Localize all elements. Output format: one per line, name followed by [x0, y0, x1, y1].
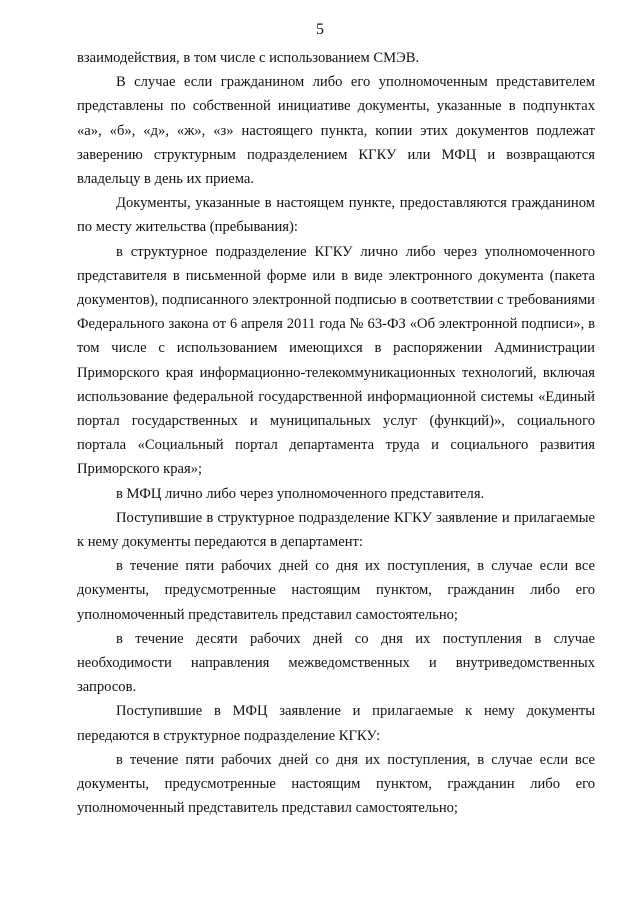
paragraph-mfc-five-days: в течение пяти рабочих дней со дня их поступления, в случае если все документы, предусмотренные настоящим пунктом, гражданин либо его уполномоченный представитель представил самостоятельно;	[77, 751, 595, 817]
paragraph-submission-kgku: в структурное подразделение КГКУ лично либо через уполномоченного представителя в письменной форме или в виде электронного документа (пакета документов), подписанного электронной подписью в соответствии с требованиями Федерального закона от 6 апреля 2011 года № 63-ФЗ «Об электронной подписи», в том числе с использованием имеющихся в распоряжении Администрации Приморского края информационно-телекоммуникационных технологий, включая использование федеральной государственной информационной системы «Единый портал государственных и муниципальных услуг (функций)», социального портала «Социальный портал департамента труда и социального развития Приморского края»;	[77, 243, 595, 478]
paragraph-kgku-five-days: в течение пяти рабочих дней со дня их поступления, в случае если все документы, предусмотренные настоящим пунктом, гражданин либо его уполномоченный представитель представил самостоятельно;	[77, 558, 595, 623]
paragraph-submission-place: Документы, указанные в настоящем пункте, предоставляются гражданином по месту жительства (пребывания):	[77, 195, 595, 236]
paragraph-mfc-transfer: Поступившие в МФЦ заявление и прилагаемые к нему документы передаются в структурное подразделение КГКУ:	[77, 703, 595, 744]
page-number: 5	[316, 21, 324, 38]
paragraph-kgku-ten-days: в течение десяти рабочих дней со дня их поступления в случае необходимости направления межведомственных и внутриведомственных запросов.	[77, 630, 595, 696]
paragraph-documents-certification: В случае если гражданином либо его уполномоченным представителем представлены по собственной инициативе документы, указанные в подпунктах «а», «б», «д», «ж», «з» настоящего пункта, копии этих документов подлежат заверению структурным подразделением КГКУ или МФЦ и возвращаются владельцу в день их приема.	[77, 74, 595, 188]
paragraph-continuation: взаимодействия, в том числе с использованием СМЭВ.	[77, 50, 420, 66]
paragraph-submission-mfc: в МФЦ лично либо через уполномоченного представителя.	[116, 485, 485, 502]
paragraph-kgku-transfer: Поступившие в структурное подразделение КГКУ заявление и прилагаемые к нему документы передаются в департамент:	[77, 509, 595, 551]
document-body	[77, 46, 595, 821]
